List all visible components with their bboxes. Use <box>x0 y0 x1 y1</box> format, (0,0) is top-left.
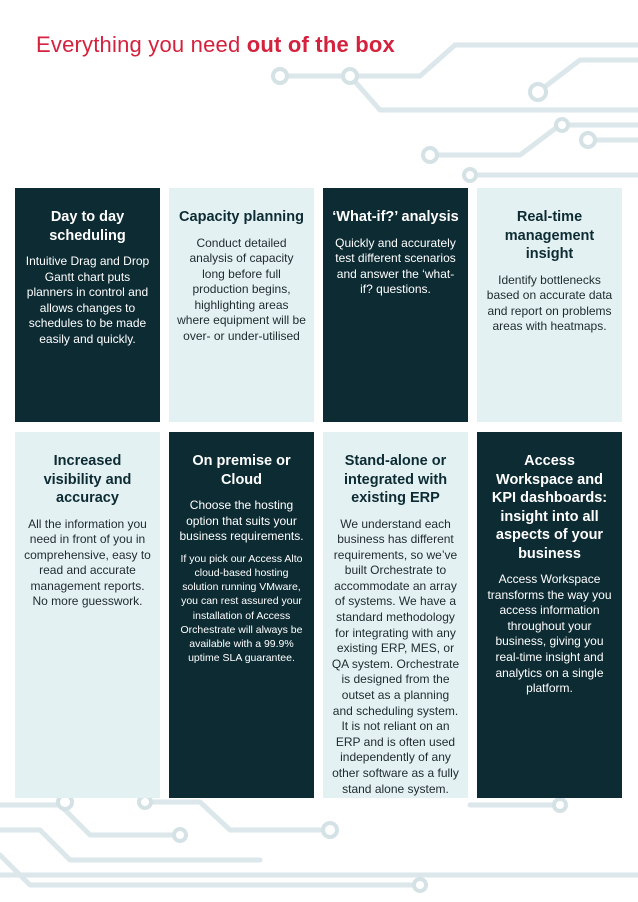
feature-body: Access Workspace transforms the way you access information throughout your business, giving you real-time insight and analytics on a single platform. <box>487 572 612 696</box>
feature-card-what-if-analysis <box>323 188 468 422</box>
feature-title: Capacity planning <box>179 209 304 225</box>
feature-card-increased-visibility <box>15 432 160 798</box>
feature-body: Choose the hosting option that suits your business requirements. <box>179 498 304 544</box>
feature-body: Quickly and accurately test different scenarios and answer the ‘what-if? questions. <box>335 235 456 297</box>
feature-card-premise-or-cloud <box>169 432 314 798</box>
feature-title: Real-time management insight <box>504 209 595 262</box>
title-bold: out of the box <box>246 32 395 57</box>
feature-card-capacity-planning <box>169 188 314 422</box>
feature-body: All the information you need in front of you in comprehensive, easy to read and accurate management reports. No more guesswork. <box>24 516 151 609</box>
feature-body: Conduct detailed analysis of capacity long before full production begins, highlighting areas where equipment will be over- or under-utilised <box>177 235 306 344</box>
feature-card-stand-alone-erp <box>323 432 468 798</box>
feature-title: Access Workspace and KPI dashboards: insight into all aspects of your business <box>491 453 608 562</box>
feature-title: ‘What-if?’ analysis <box>332 209 459 225</box>
feature-body: Identify bottlenecks based on accurate data and report on problems areas with heatmaps. <box>486 272 613 334</box>
feature-title: Stand-alone or integrated with existing ERP <box>343 453 448 506</box>
feature-title: Increased visibility and accuracy <box>43 453 132 506</box>
title-normal: Everything you need <box>36 32 247 57</box>
feature-card-access-workspace <box>477 432 622 798</box>
feature-title: On premise or Cloud <box>192 453 291 488</box>
feature-title: Day to day scheduling <box>49 209 126 244</box>
feature-card-day-to-day-scheduling <box>15 188 160 422</box>
feature-note: If you pick our Access Alto cloud-based hosting solution running VMware, you can rest assured your installation of Access Orchestrate will always be available with a 99.9% uptime SLA guarantee. <box>180 552 303 665</box>
feature-body: We understand each business has different requirements, so we’ve built Orchestrate to accommodate an array of systems. We have a standard methodology for integrating with any existing ERP, MES, or QA system. Orchestrate is designed from the outset as a planning and scheduling system. It is not reliant on an ERP and is often used independently of any other software as a fully stand alone system. <box>331 516 460 796</box>
page-title <box>36 32 395 58</box>
feature-body: Intuitive Drag and Drop Gantt chart puts planners in control and allows changes to schedules to be made easily and quickly. <box>25 254 150 346</box>
feature-card-real-time-insight <box>477 188 622 422</box>
